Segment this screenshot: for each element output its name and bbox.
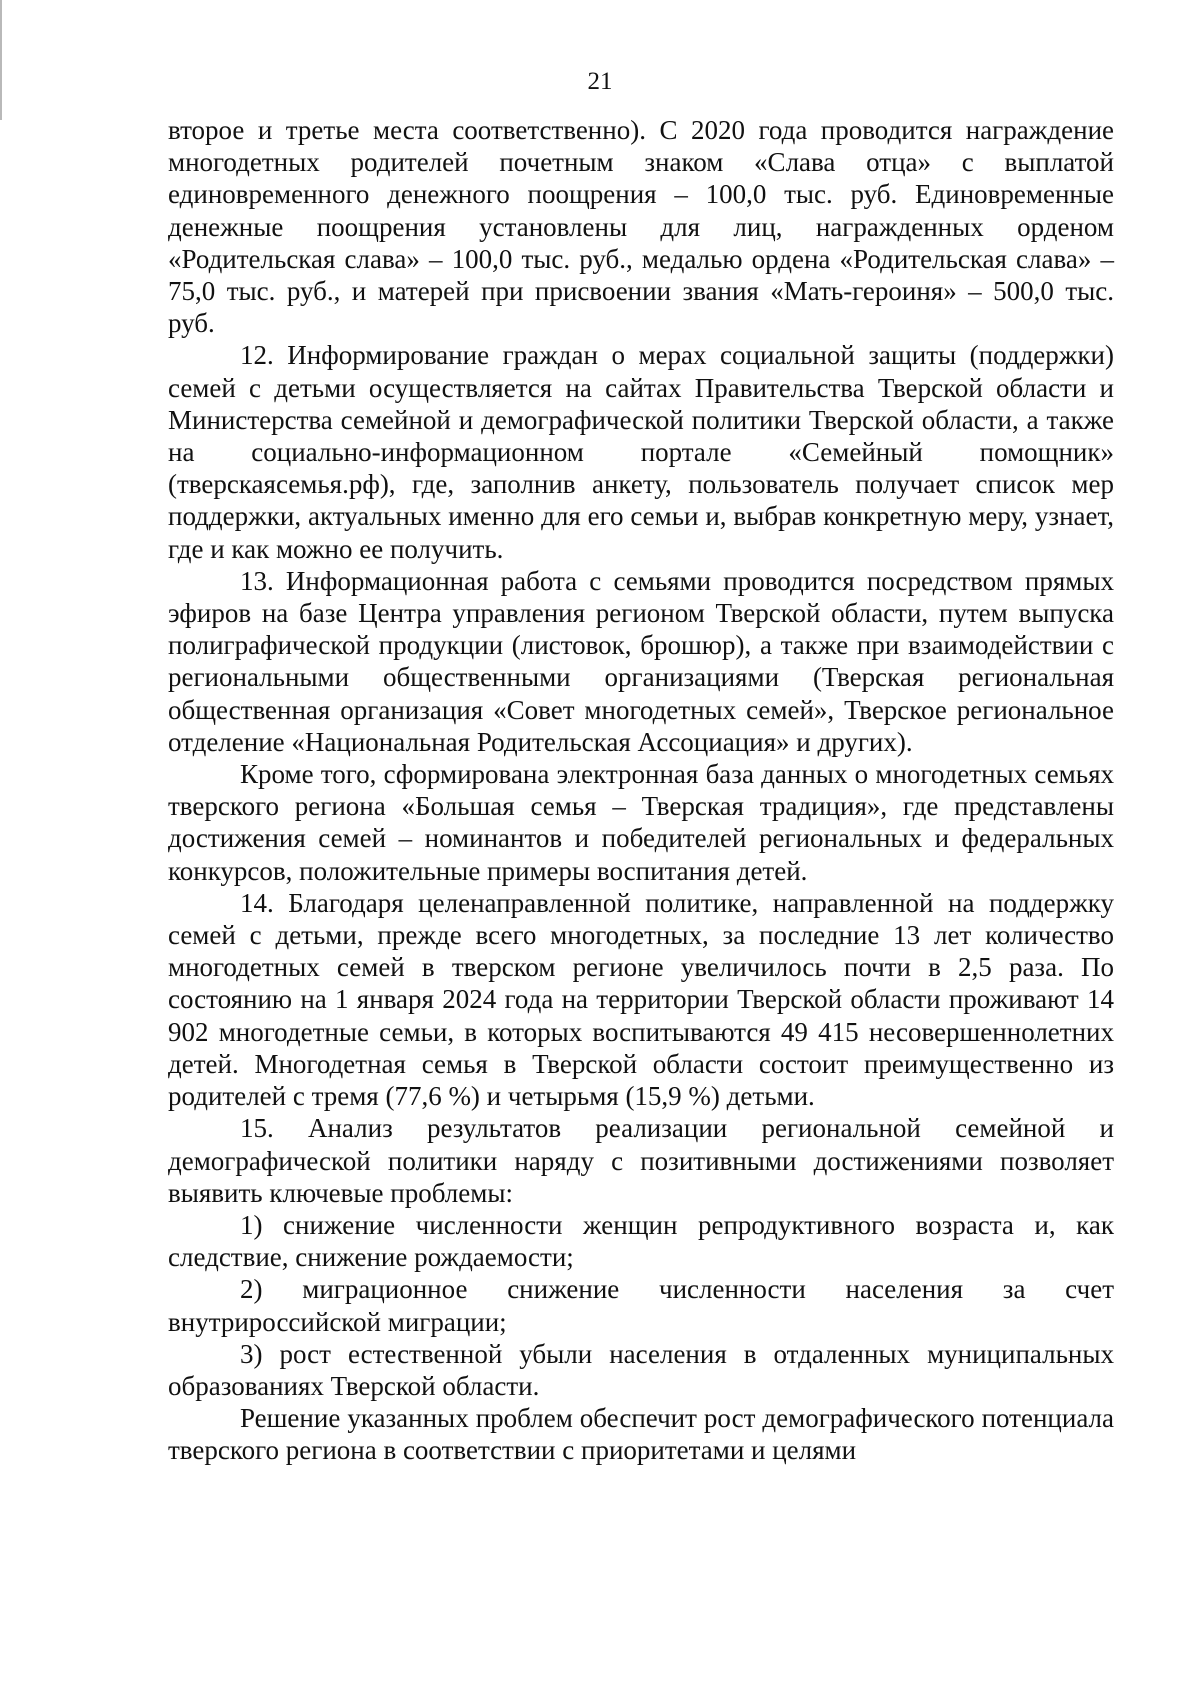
list-item-3: 3) рост естественной убыли населения в отдаленных муниципальных образованиях Тверской области.: [168, 1338, 1114, 1401]
paragraph-continuation-awards: второе и третье места соответственно). С 2020 года проводится награждение многодетных родителей почетным знаком «Слава отца» с выплатой единовременного денежного поощрения – 100,0 тыс. руб. Единовременные денежные поощрения установлены для лиц, награжденных орденом «Родительская слава» – 100,0 тыс. руб., медалью ордена «Родительская слава» – 75,0 тыс. руб., и матерей при присвоении звания «Мать-героиня» – 500,0 тыс. руб.: [168, 115, 1114, 339]
paragraph-database: Кроме того, сформирована электронная база данных о многодетных семьях тверского региона «Большая семья – Тверская традиция», где представлены достижения семей – номинантов и победителей региональных и федеральных конкурсов, положительные примеры воспитания детей.: [168, 759, 1114, 886]
paragraph-12-informing: 12. Информирование граждан о мерах социальной защиты (поддержки) семей с детьми осуществляется на сайтах Правительства Тверской области и Министерства семейной и демографической политики Тверской области, а также на социально-информационном портале «Семейный помощник» (тверскаясемья.рф), где, заполнив анкету, пользователь получает список мер поддержки, актуальных именно для его семьи и, выбрав конкретную меру, узнает, где и как можно ее получить.: [168, 340, 1114, 564]
scan-edge-line: [0, 0, 2, 120]
paragraph-solution: Решение указанных проблем обеспечит рост демографического потенциала тверского региона в соответствии с приоритетами и целями: [168, 1403, 1114, 1466]
paragraph-15-analysis: 15. Анализ результатов реализации региональной семейной и демографической политики наряду с позитивными достижениями позволяет выявить ключевые проблемы:: [168, 1113, 1114, 1208]
list-item-1: 1) снижение численности женщин репродуктивного возраста и, как следствие, снижение рождаемости;: [168, 1209, 1114, 1273]
document-body: [168, 114, 1114, 1467]
paragraph-14-large-families: 14. Благодаря целенаправленной политике, направленной на поддержку семей с детьми, прежде всего многодетных, за последние 13 лет количество многодетных семей в тверском регионе увеличилось почти в 2,5 раза. По состоянию на 1 января 2024 года на территории Тверской области проживают 14 902 многодетные семьи, в которых воспитываются 49 415 несовершеннолетних детей. Многодетная семья в Тверской области состоит преимущественно из родителей с тремя (77,6 %) и четырьмя (15,9 %) детьми.: [168, 887, 1114, 1112]
page-number: 21: [587, 68, 613, 95]
list-item-2: 2) миграционное снижение численности населения за счет внутрироссийской миграции;: [168, 1274, 1114, 1337]
paragraph-13-information-work: 13. Информационная работа с семьями проводится посредством прямых эфиров на базе Центра управления регионом Тверской области, путем выпуска полиграфической продукции (листовок, брошюр), а также при взаимодействии с региональными общественными организациями (Тверская региональная общественная организация «Совет многодетных семей», Тверское региональное отделение «Национальная Родительская Ассоциация» и других).: [168, 565, 1114, 757]
